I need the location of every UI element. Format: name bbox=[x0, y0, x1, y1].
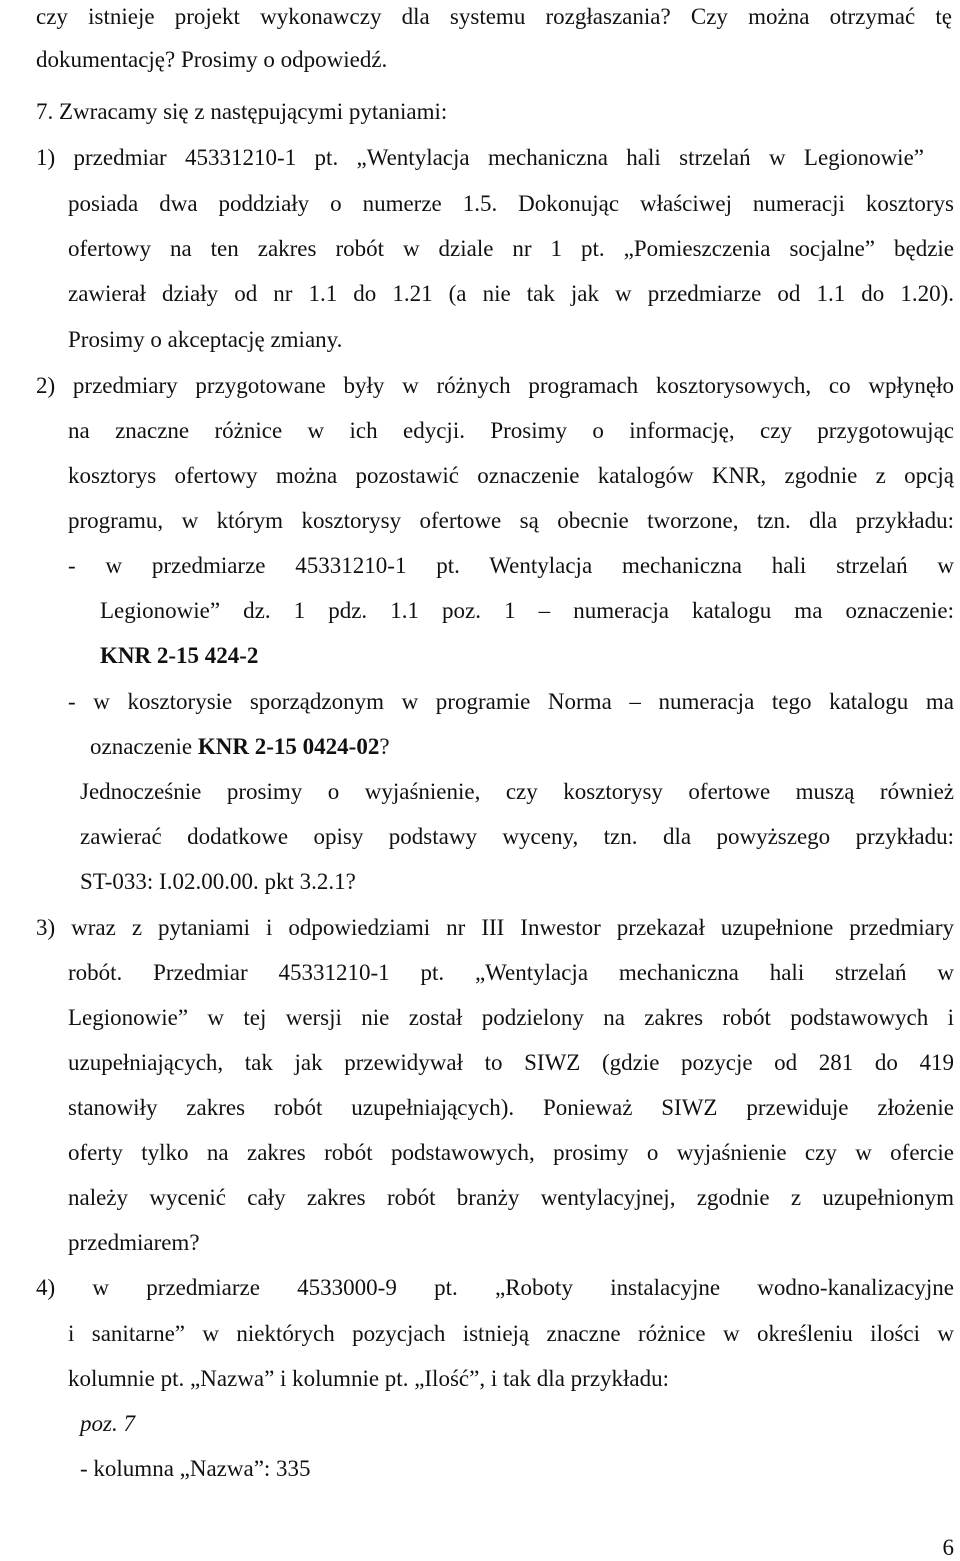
text-line: Jednocześnie prosimy o wyjaśnienie, czy kosztorysy ofertowe muszą również bbox=[80, 779, 954, 804]
text-line bbox=[90, 733, 390, 761]
page-number: 6 bbox=[942, 1535, 954, 1560]
text-line: czy istnieje projekt wykonawczy dla systemu rozgłaszania? Czy można otrzymać tę bbox=[36, 4, 952, 29]
text-line: kolumnie pt. „Nazwa” i kolumnie pt. „Ilość”, i tak dla przykładu: bbox=[68, 1366, 670, 1391]
text-line: kosztorys ofertowy można pozostawić oznaczenie katalogów KNR, zgodnie z opcją bbox=[68, 463, 954, 488]
text-line: należy wycenić cały zakres robót branży wentylacyjnej, zgodnie z uzupełnionym bbox=[68, 1185, 954, 1210]
text-line: 1) przedmiar 45331210-1 pt. „Wentylacja mechaniczna hali strzelań w Legionowie” bbox=[36, 145, 924, 170]
catalog-code: KNR 2-15 0424-02 bbox=[197, 734, 380, 759]
text-line: Prosimy o akceptację zmiany. bbox=[68, 327, 343, 352]
text-fragment: oznaczenie bbox=[90, 734, 198, 759]
text-line: oferty tylko na zakres robót podstawowych, prosimy o wyjaśnienie czy w ofercie bbox=[68, 1140, 954, 1165]
text-line: Legionowie” w tej wersji nie został podzielony na zakres robót podstawowych i bbox=[68, 1005, 954, 1030]
text-line: przedmiarem? bbox=[68, 1230, 200, 1255]
text-line: ST-033: I.02.00.00. pkt 3.2.1? bbox=[80, 869, 356, 894]
text-line: posiada dwa poddziały o numerze 1.5. Dokonując właściwej numeracji kosztorys bbox=[68, 191, 954, 216]
text-line: 3) wraz z pytaniami i odpowiedziami nr III Inwestor przekazał uzupełnione przedmiary bbox=[36, 915, 954, 940]
text-line: 4) w przedmiarze 4533000-9 pt. „Roboty instalacyjne wodno-kanalizacyjne bbox=[36, 1275, 954, 1300]
text-line: robót. Przedmiar 45331210-1 pt. „Wentylacja mechaniczna hali strzelań w bbox=[68, 960, 954, 985]
text-line: - w kosztorysie sporządzonym w programie Norma – numeracja tego katalogu ma bbox=[68, 689, 954, 714]
text-line: poz. 7 bbox=[80, 1411, 135, 1436]
text-line: 2) przedmiary przygotowane były w różnych programach kosztorysowych, co wpłynęło bbox=[36, 373, 954, 398]
catalog-code: KNR 2-15 424-2 bbox=[100, 643, 259, 668]
text-line: i sanitarne” w niektórych pozycjach istnieją znaczne różnice w określeniu ilości w bbox=[68, 1321, 954, 1346]
text-fragment: ? bbox=[379, 734, 390, 759]
text-line: stanowiły zakres robót uzupełniających). Ponieważ SIWZ przewiduje złożenie bbox=[68, 1095, 954, 1120]
text-line: - w przedmiarze 45331210-1 pt. Wentylacja mechaniczna hali strzelań w bbox=[68, 553, 954, 578]
text-line: zawierać dodatkowe opisy podstawy wyceny, tzn. dla powyższego przykładu: bbox=[80, 824, 954, 849]
text-line: zawierał działy od nr 1.1 do 1.21 (a nie tak jak w przedmiarze od 1.1 do 1.20). bbox=[68, 281, 954, 306]
text-line: na znaczne różnice w ich edycji. Prosimy o informację, czy przygotowując bbox=[68, 418, 954, 443]
text-line: programu, w którym kosztorysy ofertowe są obecnie tworzone, tzn. dla przykładu: bbox=[68, 508, 954, 533]
text-line: uzupełniających, tak jak przewidywał to SIWZ (gdzie pozycje od 281 do 419 bbox=[68, 1050, 954, 1075]
text-line: ofertowy na ten zakres robót w dziale nr 1 pt. „Pomieszczenia socjalne” będzie bbox=[68, 236, 954, 261]
text-line: - kolumna „Nazwa”: 335 bbox=[80, 1456, 311, 1481]
section-heading: 7. Zwracamy się z następującymi pytaniami: bbox=[36, 99, 448, 124]
text-line: Legionowie” dz. 1 pdz. 1.1 poz. 1 – numeracja katalogu ma oznaczenie: bbox=[100, 598, 954, 623]
text-line: dokumentację? Prosimy o odpowiedź. bbox=[36, 47, 388, 72]
